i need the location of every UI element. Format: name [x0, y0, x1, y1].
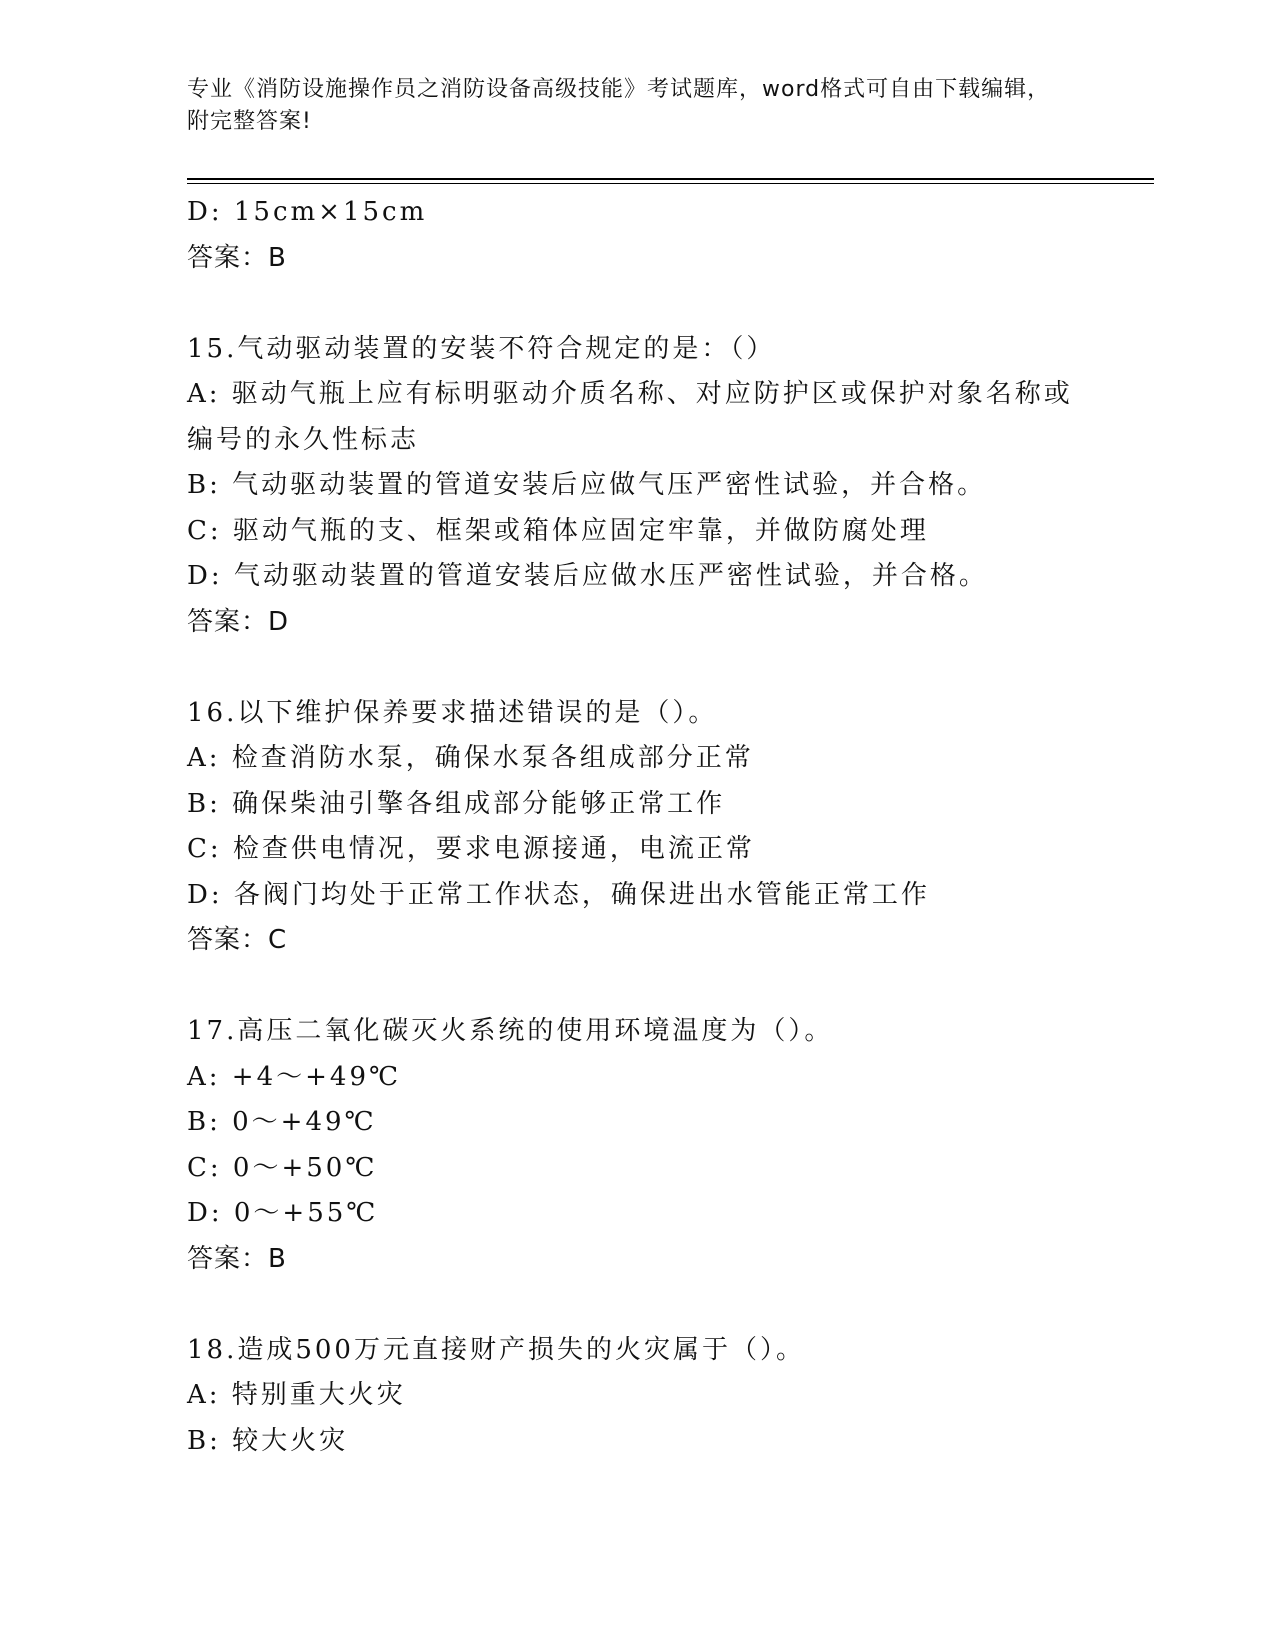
block-spacer [187, 1282, 1087, 1328]
question-stem: 15.气动驱动装置的安装不符合规定的是：（） [187, 333, 776, 364]
answer-option: D: 各阀门均处于正常工作状态，确保进出水管能正常工作 [187, 879, 930, 910]
answer-option: D: 15cm×15cm [187, 197, 428, 227]
answer-option: D: 气动驱动装置的管道安装后应做水压严密性试验，并合格。 [187, 561, 988, 591]
answer-key: 答案：D [187, 606, 290, 637]
header-rule-thick [187, 178, 1154, 180]
answer-option: C: 检查供电情况，要求电源接通，电流正常 [187, 834, 755, 864]
answer-key: 答案：C [187, 925, 288, 955]
block-spacer [187, 645, 1087, 691]
question-stem: 16.以下维护保养要求描述错误的是（）。 [187, 697, 718, 728]
answer-option: A: 特别重大火灾 [187, 1380, 406, 1410]
block-spacer [187, 964, 1087, 1010]
answer-option: A: 检查消防水泵，确保水泵各组成部分正常 [187, 743, 754, 773]
answer-option: B: 0～+49℃ [187, 1107, 377, 1137]
question-stem: 17.高压二氧化碳灭火系统的使用环境温度为（）。 [187, 1016, 834, 1046]
answer-option: A: 驱动气瓶上应有标明驱动介质名称、对应防护区或保护对象名称或编号的永久性标志 [187, 379, 1073, 455]
question-list [187, 190, 1087, 1464]
document-header-title: 专业《消防设施操作员之消防设备高级技能》考试题库，word格式可自由下载编辑，附完整答案! [187, 77, 1051, 134]
answer-option: A: +4～+49℃ [187, 1061, 402, 1092]
answer-option: B: 较大火灾 [187, 1425, 349, 1456]
answer-option: C: 0～+50℃ [187, 1152, 378, 1183]
block-spacer [187, 281, 1087, 327]
header-rule-thin [187, 183, 1154, 184]
question-stem: 18.造成500万元直接财产损失的火灾属于（）。 [187, 1334, 805, 1365]
answer-option: B: 确保柴油引擎各组成部分能够正常工作 [187, 788, 726, 819]
answer-key: 答案：B [187, 242, 287, 273]
answer-option: B: 气动驱动装置的管道安装后应做气压严密性试验，并合格。 [187, 470, 987, 500]
answer-key: 答案：B [187, 1243, 287, 1274]
answer-option: D: 0～+55℃ [187, 1198, 379, 1228]
answer-option: C: 驱动气瓶的支、框架或箱体应固定牢靠，并做防腐处理 [187, 515, 929, 546]
